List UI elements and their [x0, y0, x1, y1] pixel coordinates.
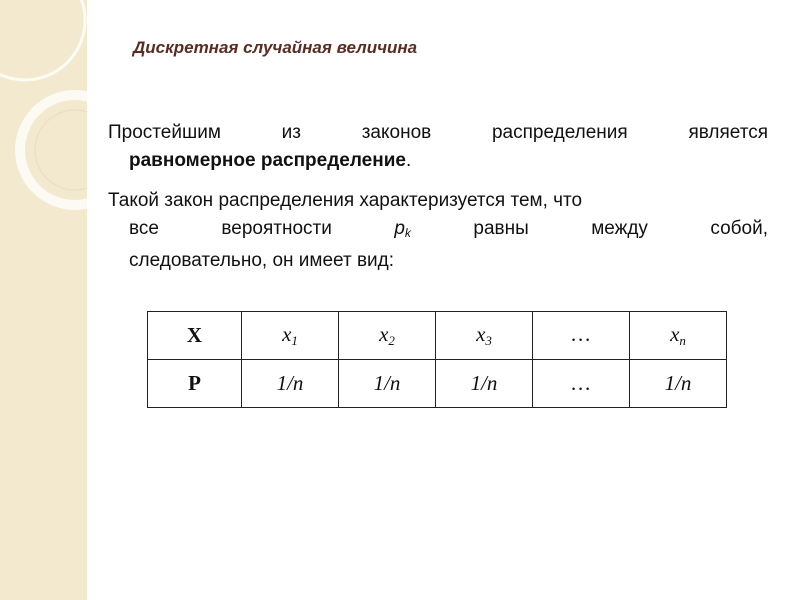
- paragraph-uniform-description: [108, 187, 768, 275]
- row-header-x: X: [148, 312, 242, 360]
- decorative-circles: [0, 0, 87, 600]
- value-cell-3: [436, 312, 533, 360]
- table-row-probabilities: [148, 360, 727, 408]
- value-subscript: 3: [485, 333, 492, 348]
- paragraph1-line1: Простейшим из законов распределения является: [108, 122, 768, 143]
- probability-pk: [394, 218, 411, 239]
- uniform-distribution-term: равномерное распределение: [129, 150, 406, 171]
- value-base: x: [476, 322, 486, 346]
- paragraph1-line2: [108, 147, 768, 175]
- value-cell-2: [339, 312, 436, 360]
- paragraph2-line2-end: равны между собой,: [473, 218, 768, 239]
- value-base: x: [379, 322, 389, 346]
- value-cell-ellipsis: [533, 312, 630, 360]
- probability-cell-ellipsis: …: [533, 360, 630, 408]
- value-subscript: 1: [291, 333, 298, 348]
- probability-cell-n: 1/n: [630, 360, 727, 408]
- decorative-side-band: [0, 0, 87, 600]
- paragraph2-line2-start: все вероятности: [129, 218, 332, 239]
- value-subscript: n: [679, 333, 686, 348]
- paragraph2-line3: следовательно, он имеет вид:: [129, 250, 395, 271]
- probability-cell-1: 1/n: [242, 360, 339, 408]
- paragraph2-line2: [108, 215, 768, 247]
- probability-cell-2: 1/n: [339, 360, 436, 408]
- value-cell-1: [242, 312, 339, 360]
- paragraph1-period: .: [405, 150, 412, 171]
- pk-base: p: [394, 218, 405, 239]
- table-row-values: [148, 312, 727, 360]
- value-base: …: [571, 322, 591, 346]
- value-subscript: 2: [388, 333, 395, 348]
- paragraph2-line1: Такой закон распределения характеризуется тем, что: [108, 190, 583, 211]
- row-header-p: P: [148, 360, 242, 408]
- value-base: x: [670, 322, 680, 346]
- value-base: x: [282, 322, 292, 346]
- paragraph-uniform-intro: [108, 119, 768, 175]
- value-cell-n: [630, 312, 727, 360]
- pk-subscript: k: [404, 226, 411, 240]
- distribution-table: [147, 311, 727, 408]
- probability-cell-3: 1/n: [436, 360, 533, 408]
- slide-title: Дискретная случайная величина: [133, 38, 418, 57]
